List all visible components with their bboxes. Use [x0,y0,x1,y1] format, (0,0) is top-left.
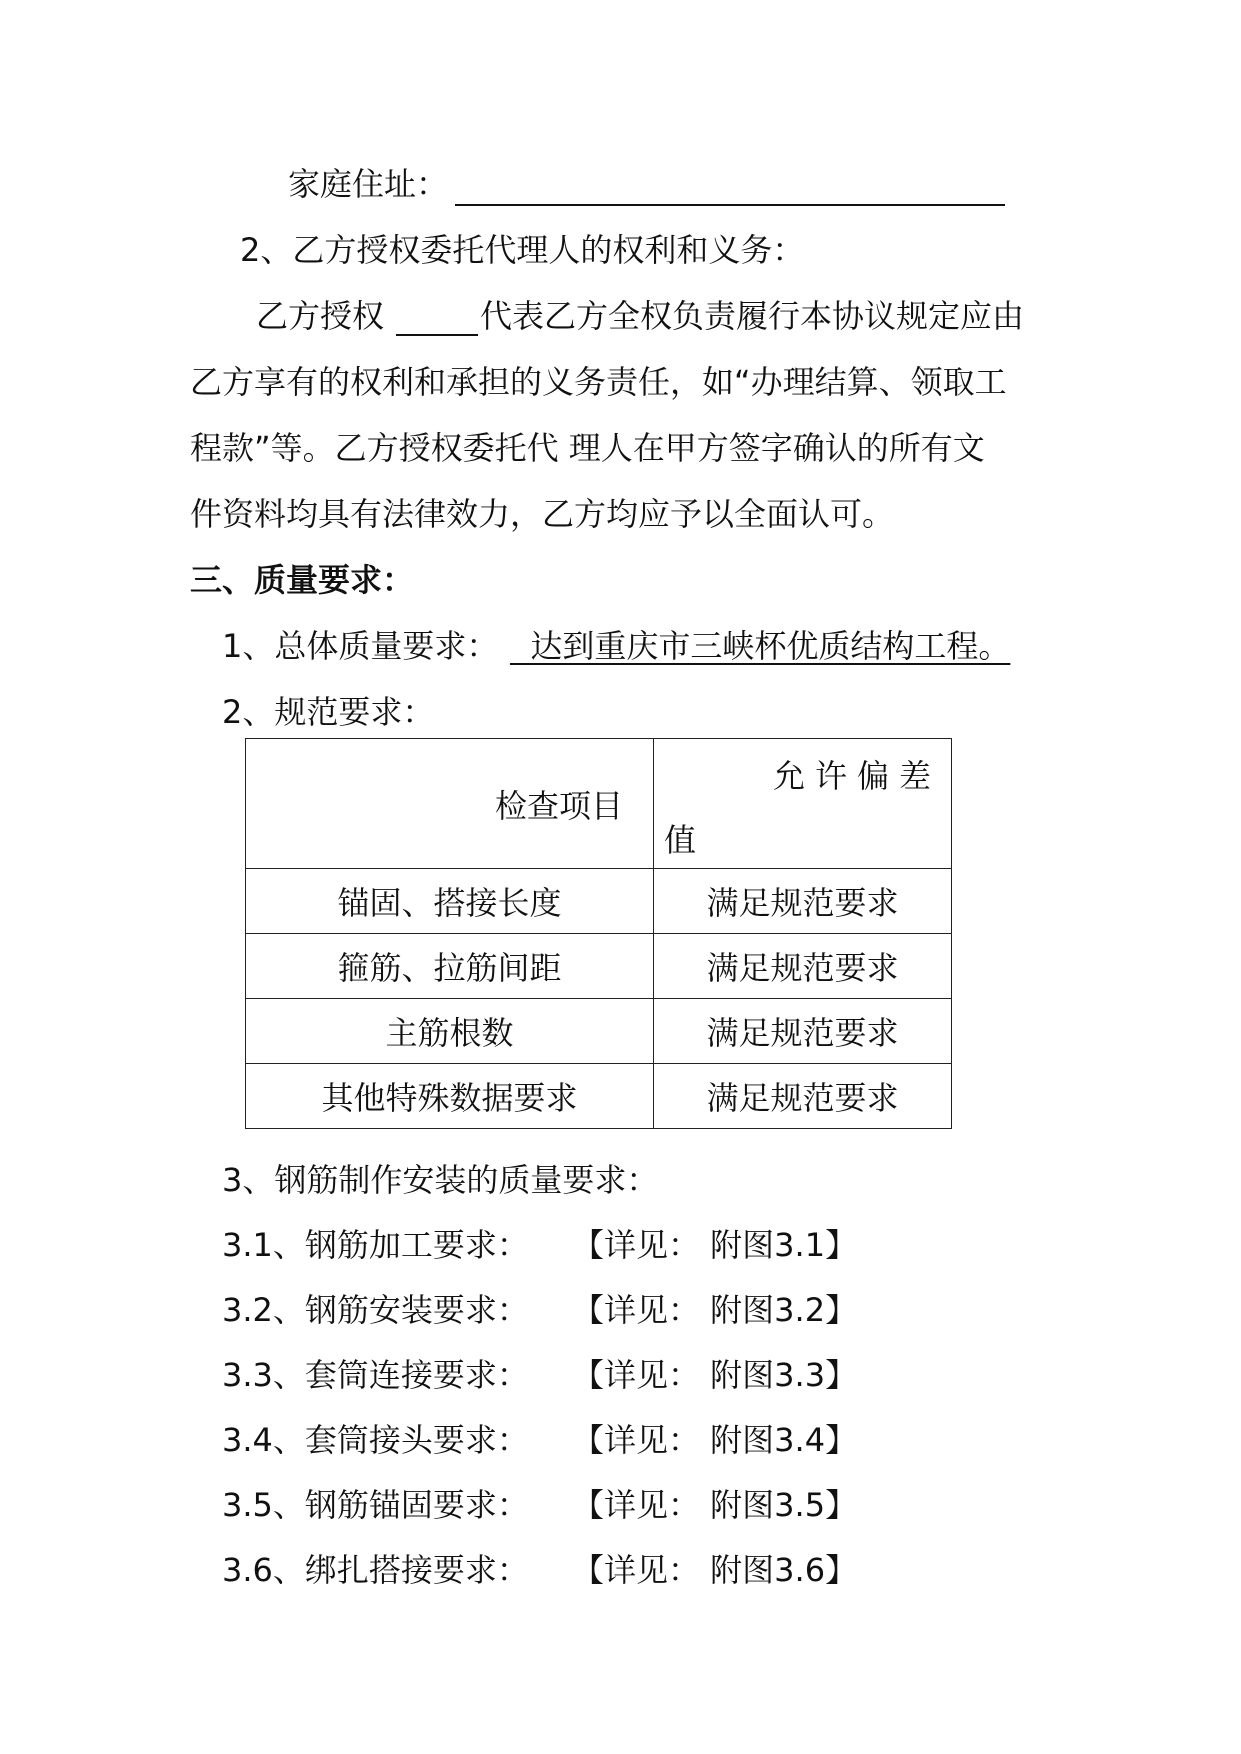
sub-item-label: 3.3、套筒连接要求： [222,1356,529,1394]
sub-item-ref: 【详见： 附图3.2】 [572,1291,858,1329]
table-cell-item: 主筋根数 [246,999,654,1064]
sub-item-ref: 【详见： 附图3.3】 [572,1356,858,1394]
agent-rights-title: 2、乙方授权委托代理人的权利和义务： [240,231,805,269]
sub-item-label: 3.4、套筒接头要求： [222,1421,529,1459]
agent-rights-p1-start: 乙方授权 [256,297,385,335]
table-cell-value: 满足规范要求 [654,999,952,1064]
table-row [246,1064,952,1129]
table-row [246,869,952,934]
agent-rights-p2: 乙方享有的权利和承担的义务责任，如“办理结算、领取工 [190,363,1007,401]
agent-rights-p1-end: 代表乙方全权负责履行本协议规定应由 [480,297,1025,335]
table-cell-value: 满足规范要求 [654,869,952,934]
sub-item-ref: 【详见： 附图3.5】 [572,1486,858,1524]
header-tolerance [654,739,952,869]
agent-name-blank [396,334,478,336]
overall-quality-label: 1、总体质量要求： [222,627,499,665]
spec-label: 2、规范要求： [222,693,435,731]
sub-item-ref: 【详见： 附图3.6】 [572,1551,858,1589]
sub-item-ref: 【详见： 附图3.4】 [572,1421,858,1459]
sub-item-label: 3.2、钢筋安装要求： [222,1291,529,1329]
table-cell-item: 箍筋、拉筋间距 [246,934,654,999]
table-cell-value: 满足规范要求 [654,1064,952,1129]
quality-heading: 三、质量要求： [190,561,415,599]
header-tolerance-line1: 允许偏差 [772,757,941,795]
sub-item-label: 3.1、钢筋加工要求： [222,1226,529,1264]
table-cell-value: 满足规范要求 [654,934,952,999]
table-row [246,934,952,999]
address-label: 家庭住址： [288,165,449,203]
table-cell-item: 锚固、搭接长度 [246,869,654,934]
agent-rights-p3: 程款”等。乙方授权委托代 理人在甲方签字确认的所有文 [190,429,985,467]
table-row [246,999,952,1064]
spec-table-header [246,739,952,869]
table-cell-item: 其他特殊数据要求 [246,1064,654,1129]
sub-item-label: 3.6、绑扎搭接要求： [222,1551,529,1589]
rebar-quality-label: 3、钢筋制作安装的质量要求： [222,1161,659,1199]
header-check-item: 检查项目 [246,739,654,869]
overall-quality-value: 达到重庆市三峡杯优质结构工程。 [510,627,1011,665]
sub-item-ref: 【详见： 附图3.1】 [572,1226,858,1264]
spec-table [245,738,952,1129]
header-tolerance-line2: 值 [664,821,697,859]
agent-rights-p4: 件资料均具有法律效力，乙方均应予以全面认可。 [190,495,895,533]
sub-item-label: 3.5、钢筋锚固要求： [222,1486,529,1524]
address-blank [455,204,1005,206]
